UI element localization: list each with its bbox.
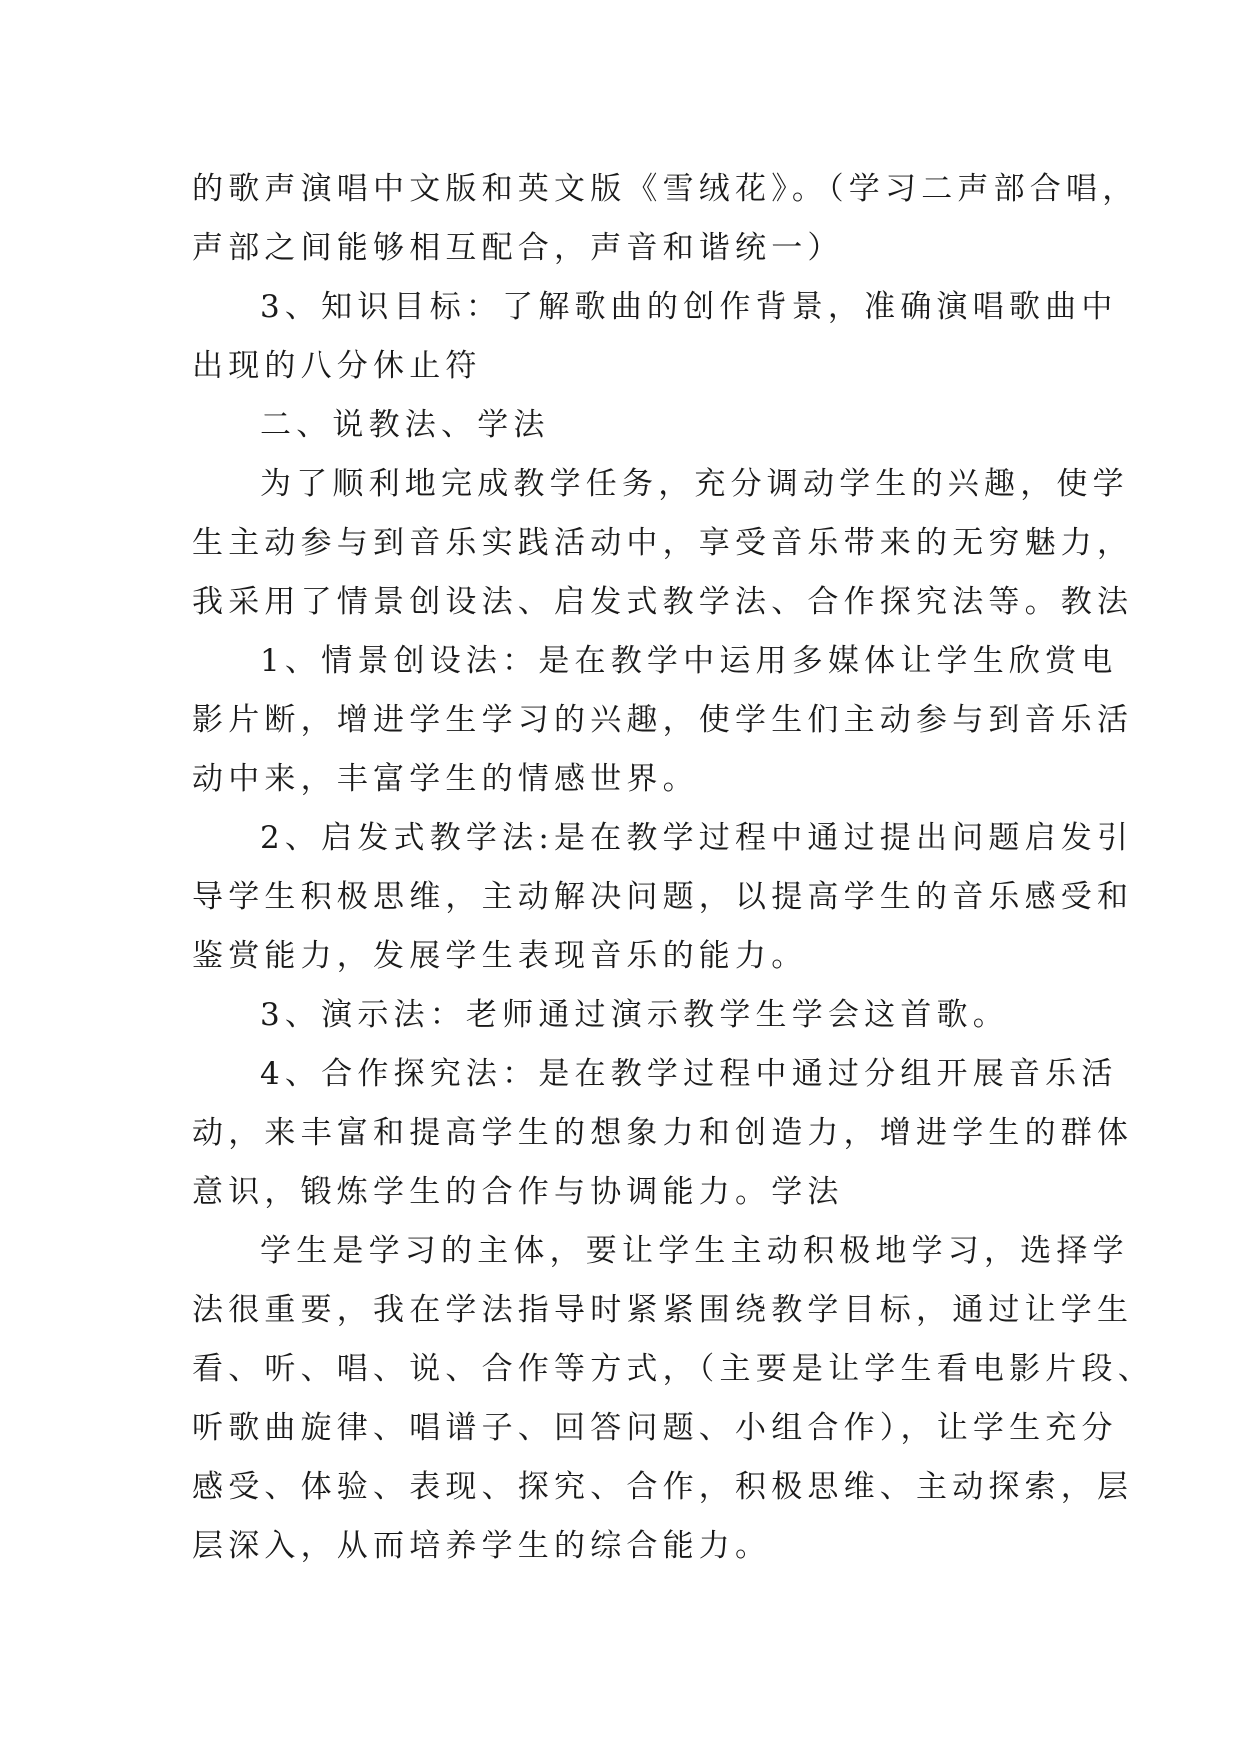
text-line: 我采用了情景创设法、启发式教学法、合作探究法等。教法 [192,584,1134,620]
text-line: 鉴赏能力，发展学生表现音乐的能力。 [192,938,808,974]
text-line: 层深入，从而培养学生的综合能力。 [192,1528,772,1564]
text-line: 生主动参与到音乐实践活动中，享受音乐带来的无穷魅力， [192,525,1134,561]
text-line: 学生是学习的主体，要让学生主动积极地学习，选择学 [260,1233,1129,1269]
document-body [192,160,1154,1576]
text-line: 3、知识目标：了解歌曲的创作背景，准确演唱歌曲中 [260,289,1118,325]
text-line: 4、合作探究法：是在教学过程中通过分组开展音乐活 [260,1056,1118,1092]
text-line: 声部之间能够相互配合，声音和谐统一） [192,230,844,266]
text-line: 导学生积极思维，主动解决问题，以提高学生的音乐感受和 [192,879,1134,915]
text-line: 法很重要，我在学法指导时紧紧围绕教学目标，通过让学生 [192,1292,1134,1328]
text-line: 意识，锻炼学生的合作与协调能力。学法 [192,1174,844,1210]
text-line: 动，来丰富和提高学生的想象力和创造力，增进学生的群体 [192,1115,1134,1151]
text-line: 二、说教法、学法 [260,407,550,443]
text-line: 听歌曲旋律、唱谱子、回答问题、小组合作），让学生充分 [192,1410,1118,1446]
text-line: 为了顺利地完成教学任务，充分调动学生的兴趣，使学 [260,466,1129,502]
text-line: 影片断，增进学生学习的兴趣，使学生们主动参与到音乐活 [192,702,1134,738]
text-line: 2、启发式教学法:是在教学过程中通过提出问题启发引 [260,820,1134,856]
text-line: 的歌声演唱中文版和英文版《雪绒花》。（学习二声部合唱， [192,171,1139,207]
text-line: 出现的八分休止符 [192,348,482,384]
text-line: 1、情景创设法：是在教学中运用多媒体让学生欣赏电 [260,643,1118,679]
text-line: 3、演示法：老师通过演示教学生学会这首歌。 [260,997,1009,1033]
text-line: 动中来，丰富学生的情感世界。 [192,761,699,797]
text-line: 看、听、唱、说、合作等方式，（主要是让学生看电影片段、 [192,1351,1154,1387]
text-line: 感受、体验、表现、探究、合作，积极思维、主动探索，层 [192,1469,1134,1505]
